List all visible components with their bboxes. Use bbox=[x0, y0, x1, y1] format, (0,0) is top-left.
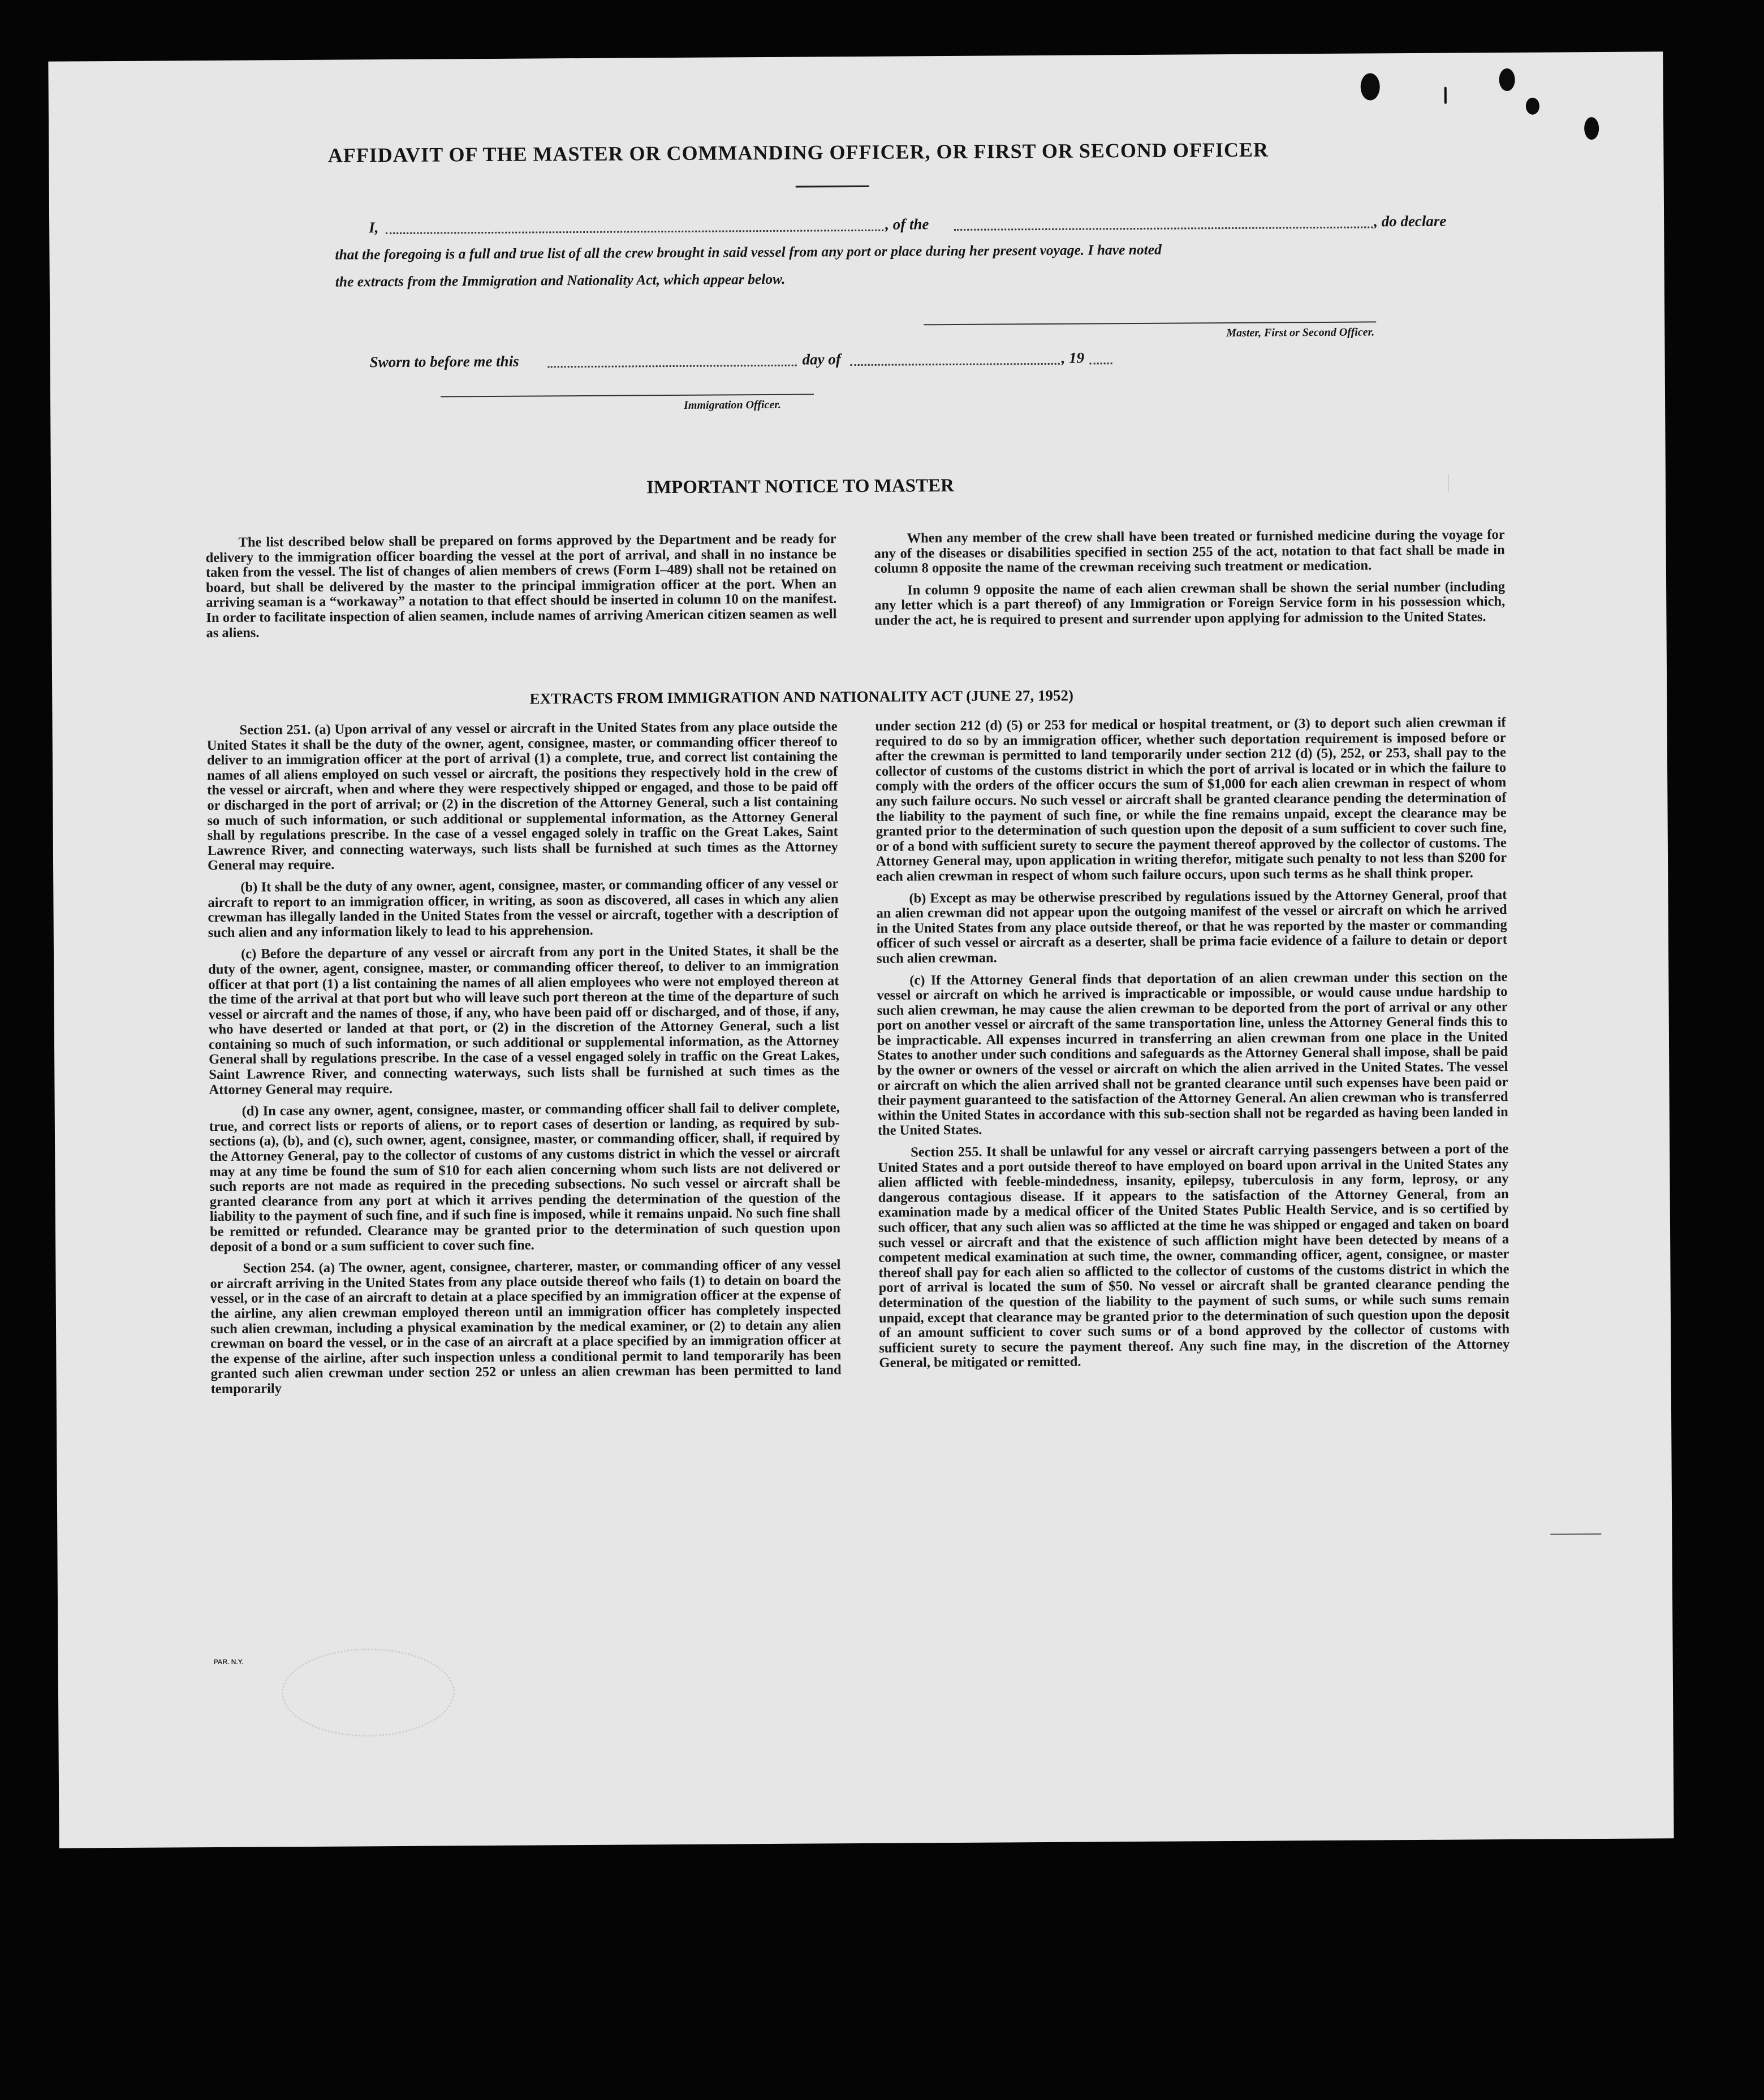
sworn-month-blank bbox=[851, 363, 1060, 366]
sworn-day-blank bbox=[548, 365, 797, 368]
section-254-c: (c) If the Attorney General finds that deportation of an alien crewman under this section on the vessel or aircraft on which he arrived is impracticable or impossible, or would cause undue hardship to such alien crewman, he may cause the alien crewman to be deported from the port of arrival or any other port on another vessel or aircraft of the same transportation line, unless the Attorney General finds this to be impracticable. All expenses incurred in transferring an alien crewman from one place in the United States to another under such conditions and safeguards as the Attorney General shall impose, shall be paid by the owner or owners of the vessel or aircraft on which the alien arrived in the United States. The vessel or aircraft on which the alien arrived shall not be granted clearance until such expenses have been paid or their payment guaranteed to the satisfaction of the Attorney General. An alien crewman who is transferred within the United States in accordance with this sub-section shall not be regarded as having been landed in the United States. bbox=[877, 969, 1508, 1139]
extracts-right-column bbox=[875, 715, 1510, 1378]
sworn-text: Sworn to before me this bbox=[369, 352, 519, 371]
affidavit-line-2: that the foregoing is a full and true list of all the crew brought in said vessel from any port or place during her present voyage. I have noted bbox=[335, 241, 1162, 263]
section-254-a: Section 254. (a) The owner, agent, consignee, charterer, master, or commanding officer of any vessel or aircraft arriving in the United States from any place outside thereof who fails (1) to detain on board the vessel, or in the case of an aircraft to detain at a place specified by an immigration officer at the expense of the airline, any alien crewman employed thereon until an immigration officer has completely inspected such alien crewman, including a physical examination by the medical examiner, or (2) to detain any alien crewman on board the vessel, or in the case of an aircraft at a place specified by an immigration officer at the expense of the airline, after such inspection unless a conditional permit to land temporarily has been granted such alien crewman under section 252 or unless an alien crewman has been permitted to land temporarily bbox=[210, 1257, 842, 1397]
scan-scratch bbox=[1448, 474, 1449, 492]
notice-paragraph: When any member of the crew shall have been treated or furnished medicine during the voyage for any of the diseases or disabilities specified in section 255 of the act, notation to that fact shall be made in column 8 opposite the name of the crewman receiving such treatment or medication. bbox=[874, 527, 1505, 577]
document-page bbox=[48, 51, 1674, 1848]
officer-signature-line bbox=[441, 394, 814, 397]
section-251-b: (b) It shall be the duty of any owner, agent, consignee, master, or commanding officer of any vessel or aircraft to report to an immigration officer, in writing, as soon as discovered, all cases in which any alien crewman has illegally landed in the United States from the vessel or aircraft, together with a description of such alien and any information likely to lead to his apprehension. bbox=[208, 876, 839, 940]
notice-title: IMPORTANT NOTICE TO MASTER bbox=[646, 475, 954, 498]
margin-dash-mark bbox=[1550, 1533, 1601, 1535]
section-251-c: (c) Before the departure of any vessel or aircraft from any port in the United States, it shall be the duty of the owner, agent, consignee, master, or commanding officer thereof, to deliver to an immigration officer at that port (1) a list containing the names of all alien employees who were not employed thereon at the time of the arrival at that port but who will leave such port thereon at the time of the departure of such vessel or aircraft and the names of those, if any, who have been paid off or discharged, and of those, if any, who have deserted or landed at that port, or (2) in the discretion of the Attorney General, such a list containing so much of such information, or such additional or supplemental information, as the Attorney General shall by regulations prescribe. In the case of a vessel engaged solely in traffic on the Great Lakes, Saint Lawrence River, and connecting waterways, such lists shall be furnished at such times as the Attorney General may require. bbox=[208, 943, 840, 1097]
affidavit-of-the: , of the bbox=[885, 215, 929, 233]
affidavit-title: AFFIDAVIT OF THE MASTER OR COMMANDING OFFICER, OR FIRST OR SECOND OFFICER bbox=[327, 138, 1269, 167]
ink-blot-2 bbox=[1499, 68, 1515, 91]
faded-stamp bbox=[282, 1648, 455, 1737]
section-255: Section 255. It shall be unlawful for any vessel or aircraft carrying passengers between a port of the United States and a port outside thereof to have employed on board upon arrival in the United States any alien afflicted with feeble-mindedness, insanity, epilepsy, tuberculosis in any form, leprosy, or any dangerous contagious disease. If it appears to the satisfaction of the Attorney General, from an examination made by a medical officer of the United States Public Health Service, and is so certified by such officer, that any such alien was so afflicted at the time he was shipped or engaged and taken on board such vessel or aircraft and that the existence of such affliction might have been detected by means of a competent medical examination at such time, the owner, commanding officer, agent, consignee, or master thereof shall pay for each alien so afflicted to the collector of customs of the customs district in which the port of arrival is located the sum of $50. No vessel or aircraft shall be granted clearance pending the determination of the question of the liability to the payment of such sums, or while such sums remain unpaid, except that clearance may be granted prior to the determination of such question upon the deposit of an amount sufficient to cover such sums or of a bond approved by the collector of customs with sufficient surety to secure the payment thereof. Any such fine may, in the discretion of the Attorney General, be mitigated or remitted. bbox=[878, 1141, 1510, 1371]
title-underline bbox=[796, 185, 869, 188]
vessel-blank-line bbox=[954, 226, 1373, 231]
affidavit-i: I, bbox=[369, 219, 379, 236]
extracts-title: EXTRACTS FROM IMMIGRATION AND NATIONALITY ACT (JUNE 27, 1952) bbox=[529, 686, 1074, 707]
notice-paragraph: The list described below shall be prepared on forms approved by the Department and be ready for delivery to the immigration officer boarding the vessel at the port of arrival, and shall in no instance be taken from the vessel. The list of changes of alien members of crews (Form I–489) shall not be retained on board, but shall be delivered by the master to the principal immigration officer at the port. When an arriving seaman is a “workaway” a notation to that effect should be inserted in column 10 on the manifest. In order to facilitate inspection of alien seamen, include names of arriving American citizen seamen as well as aliens. bbox=[205, 531, 837, 641]
year-text: , 19 bbox=[1061, 349, 1085, 366]
extracts-left-column bbox=[207, 719, 842, 1403]
ink-blot-3 bbox=[1526, 98, 1539, 115]
section-251-a: Section 251. (a) Upon arrival of any vessel or aircraft in the United States from any place outside the United States it shall be the duty of the owner, agent, consignee, master, or commanding officer thereof to deliver to an immigration officer at the port of arrival (1) a complete, true, and correct list containing the names of all aliens employed on such vessel or aircraft, the positions they respectively hold in the crew of the vessel or aircraft, when and where they were respectively shipped or engaged, and those to be paid off or discharged in the port of arrival; or (2) in the discretion of the Attorney General, such a list containing so much of such information, or such additional or supplemental information, as the Attorney General shall by regulations prescribe. In the case of a vessel engaged solely in traffic on the Great Lakes, Saint Lawrence River, and connecting waterways, such lists shall be furnished at such times as the Attorney General may require. bbox=[206, 719, 838, 874]
officer-signature-label: Immigration Officer. bbox=[684, 398, 782, 412]
master-signature-line bbox=[924, 321, 1376, 325]
section-254-a-continued: under section 212 (d) (5) or 253 for medical or hospital treatment, or (3) to deport such alien crewman if required to do so by an immigration officer, whether such deportation requirement is imposed before or after the crewman is permitted to land temporarily under section 212 (d) (5), 252, or 253, shall pay to the collector of customs of the customs district in which the port of arrival is located or in which the failure to comply with the orders of the officer occurs the sum of $1,000 for each alien crewman in respect of whom any such failure occurs. No such vessel or aircraft shall be granted clearance pending the determination of the liability to the payment of such fine, or while the fine remains unpaid, except the clearance may be granted prior to the determination of such question upon the deposit of a sum sufficient to cover such fine, or of a bond with sufficient surety to secure the payment thereof approved by the collector of customs. The Attorney General may, upon application in writing therefor, mitigate such penalty to not less than $200 for each alien crewman in respect of whom such failure occurs, upon such terms as he shall think proper. bbox=[875, 715, 1507, 884]
notice-right-column bbox=[874, 528, 1505, 635]
section-254-b: (b) Except as may be otherwise prescribed by regulations issued by the Attorney General, proof that an alien crewman did not appear upon the outgoing manifest of the vessel or aircraft on which he arrived in the United States from any place outside thereof, or that he was reported by the master or commanding officer of such vessel or aircraft as a deserter, shall be prima facie evidence of a failure to detain or deport such alien crewman. bbox=[876, 887, 1507, 966]
notice-paragraph: In column 9 opposite the name of each alien crewman shall be shown the serial number (including any letter which is a part thereof) of any Immigration or Foreign Service form in his possession which, under the act, he is required to present and surrender upon applying for admission to the United States. bbox=[874, 578, 1506, 628]
sworn-year-blank bbox=[1090, 362, 1112, 364]
affidavit-declare: , do declare bbox=[1374, 212, 1447, 230]
ink-blot-4 bbox=[1584, 117, 1599, 140]
notice-left-column bbox=[206, 532, 837, 647]
printer-code: PAR. N.Y. bbox=[213, 1657, 244, 1666]
section-251-d: (d) In case any owner, agent, consignee, master, or commanding officer shall fail to deliver complete, true, and correct lists or reports of aliens, or to report cases of desertion or landing, as required by sub-sections (a), (b), and (c), such owner, agent, consignee, master, or commanding officer, shall, if required by the Attorney General, pay to the collector of customs of any customs district in which the vessel or aircraft may at any time be found the sum of $10 for each alien concerning whom such lists are not delivered or such reports are not made as required in the preceding subsections. No such vessel or aircraft shall be granted clearance from any port at which it arrives pending the determination of the question of the liability to the payment of such fine, and if such fine is imposed, while it remains unpaid. No such fine shall be remitted or refunded. Clearance may be granted prior to the determination of such question upon deposit of a bond or a sum sufficient to cover such fine. bbox=[209, 1100, 841, 1255]
name-blank-line bbox=[386, 230, 883, 234]
ink-mark-5 bbox=[1444, 87, 1447, 104]
day-of-text: day of bbox=[802, 351, 841, 368]
affidavit-line-3: the extracts from the Immigration and Nationality Act, which appear below. bbox=[335, 270, 786, 290]
ink-blot-1 bbox=[1361, 73, 1380, 100]
master-signature-label: Master, First or Second Officer. bbox=[1226, 326, 1375, 340]
